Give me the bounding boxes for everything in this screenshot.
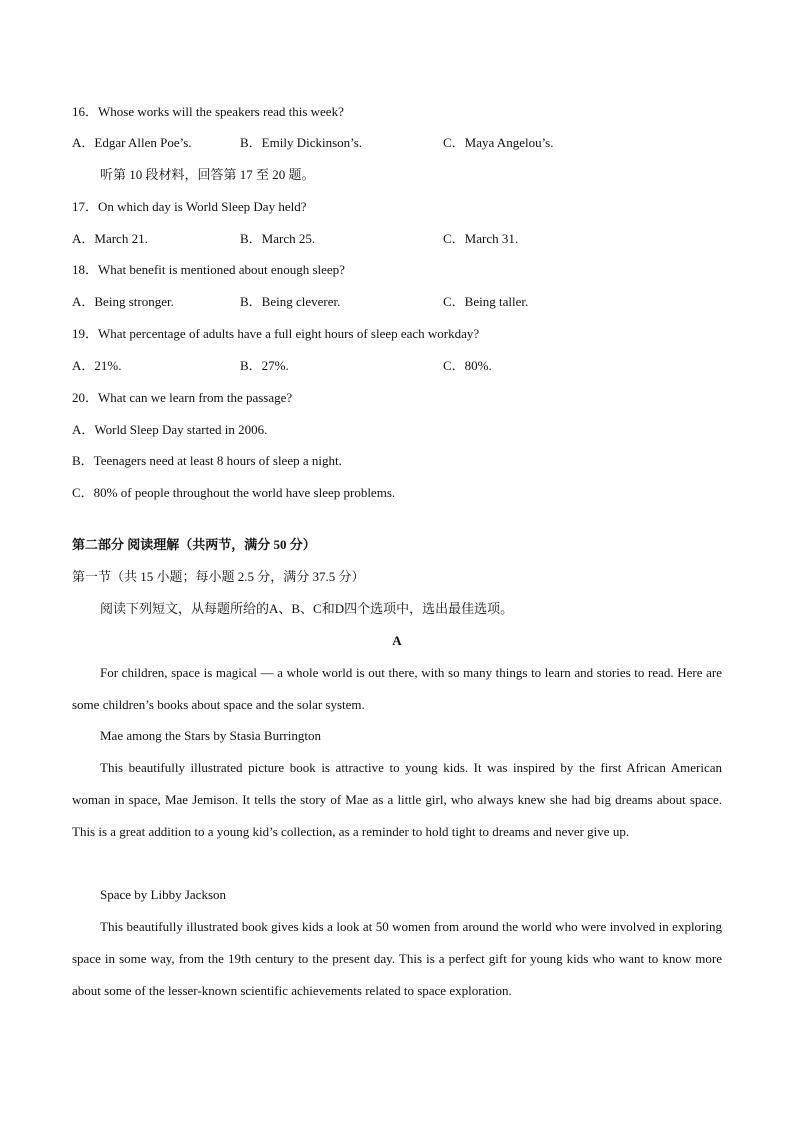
option-c: C．March 31. xyxy=(443,231,519,246)
option-b: B．March 25. xyxy=(240,231,316,246)
option-a: A．Being stronger. xyxy=(72,294,174,309)
question-20-stem: 20．What can we learn from the passage? xyxy=(72,390,293,405)
option-b: B．Emily Dickinson’s. xyxy=(240,135,363,150)
question-19-stem: 19．What percentage of adults have a full eight hours of sleep each workday? xyxy=(72,326,480,341)
option-a: A．March 21. xyxy=(72,231,148,246)
part-two-title: 第二部分 阅读理解（共两节，满分 50 分） xyxy=(72,537,316,552)
option-c: C．80% of people throughout the world have sleep problems. xyxy=(72,485,396,500)
question-16-stem: 16．Whose works will the speakers read this week? xyxy=(72,104,344,119)
option-b: B．27%. xyxy=(240,358,289,373)
option-a: A．World Sleep Day started in 2006. xyxy=(72,422,268,437)
passage-intro: For children, space is magical — a whole world is out there, with so many things to learn and stories to read. Here are some children’s books about space and the solar system. xyxy=(72,665,722,712)
option-c: C．80%. xyxy=(443,358,492,373)
book-1-title: Mae among the Stars by Stasia Burrington xyxy=(100,728,321,743)
option-b: B．Being cleverer. xyxy=(240,294,341,309)
option-b: B．Teenagers need at least 8 hours of sleep a night. xyxy=(72,453,342,468)
section-10-instruction: 听第 10 段材料，回答第 17 至 20 题。 xyxy=(100,167,315,182)
book-2-description: This beautifully illustrated book gives kids a look at 50 women from around the world who were involved in exploring space in some way, from the 19th century to the present day. This is a perfect gift for young kids who want to know more about some of the lesser-known scientific achievements related to space exploration. xyxy=(72,919,722,998)
option-a: A．Edgar Allen Poe’s. xyxy=(72,135,192,150)
question-18-stem: 18．What benefit is mentioned about enough sleep? xyxy=(72,262,345,277)
book-1-description: This beautifully illustrated picture book is attractive to young kids. It was inspired by the first African American woman in space, Mae Jemison. It tells the story of Mae as a little girl, who always knew she had big dreams about space. This is a great addition to a young kid’s collection, as a reminder to hold tight to dreams and never give up. xyxy=(72,760,722,839)
option-a: A．21%. xyxy=(72,358,122,373)
book-2-title: Space by Libby Jackson xyxy=(100,887,227,902)
question-17-stem: 17．On which day is World Sleep Day held? xyxy=(72,199,307,214)
reading-instruction: 阅读下列短文，从每题所给的A、B、C和D四个选项中，选出最佳选项。 xyxy=(100,601,514,616)
option-c: C．Being taller. xyxy=(443,294,529,309)
passage-label: A xyxy=(392,633,402,648)
section-one-title: 第一节（共 15 小题；每小题 2.5 分，满分 37.5 分） xyxy=(72,569,365,584)
option-c: C．Maya Angelou’s. xyxy=(443,135,554,150)
